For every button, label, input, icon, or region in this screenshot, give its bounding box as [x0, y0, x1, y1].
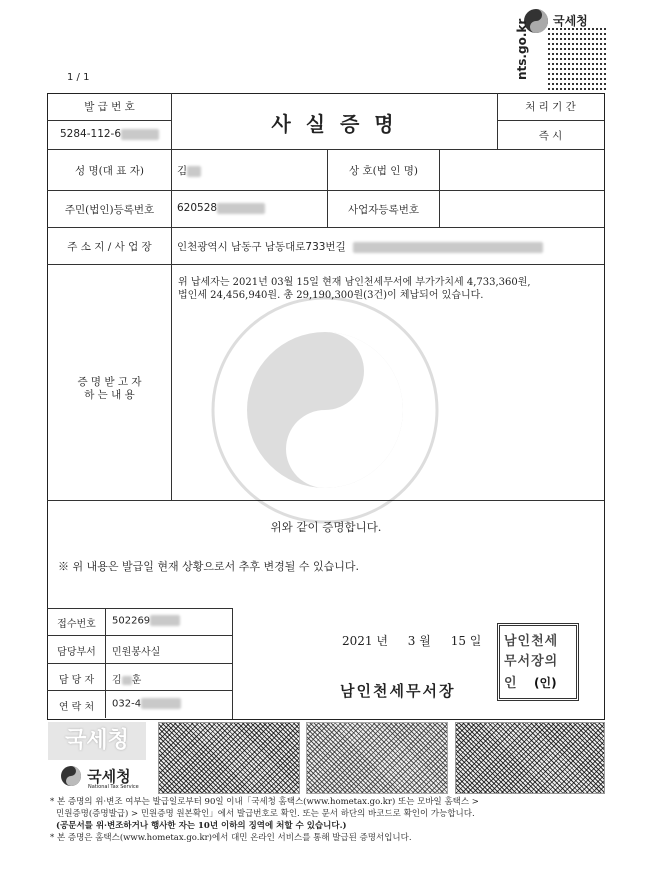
name-value: 김: [177, 163, 201, 178]
date-month: 3: [407, 634, 416, 648]
receipt-label: 접수번호: [57, 619, 96, 630]
seal-line-1: 남인천세: [504, 634, 559, 649]
officer-label: 담 당 자: [58, 675, 95, 686]
date-day: 15: [450, 634, 466, 648]
address-label: 주 소 지 / 사 업 장: [67, 241, 152, 253]
security-barcode-1: [158, 722, 300, 794]
footer-note-3: (공문서를 위·변조하거나 행사한 자는 10년 이하의 징역에 처할 수 있습니다.): [56, 821, 347, 831]
officer-value: 김 훈: [112, 675, 142, 686]
address-value: 인천광역시 남동구 남동대로733번길: [177, 239, 543, 254]
top-logo-text: 국세청: [553, 14, 588, 28]
nts-url: nts.go.kr: [515, 18, 529, 80]
issue-no-value: 5284-112-6: [60, 128, 159, 140]
cert-label-line1: 증 명 받 고 자: [77, 376, 142, 388]
qr-code: [548, 28, 608, 90]
official-seal: [497, 623, 579, 701]
document-title: 사 실 증 명: [271, 112, 398, 136]
footer-logo: [60, 765, 139, 790]
footer-note-2: 민원증명(증명발급) > 민원증명 원본확인」에서 발급번호로 확인. 또는 문서 하단의 바코드로 확인이 가능합니다.: [56, 809, 475, 819]
seal-line-2: 무서장의: [504, 654, 559, 669]
security-barcode-2: [306, 722, 448, 794]
rrn-value: 620528: [177, 202, 265, 214]
processing-period-value: 즉 시: [538, 130, 563, 142]
cert-content-line1: 위 납세자는 2021년 03월 15일 현재 남인천세무서에 부가가치세 4,733,360원,: [178, 277, 531, 288]
receipt-value: 502269: [112, 615, 180, 627]
issue-date: 2021 년 3 월 15 일: [342, 634, 482, 648]
cert-label-line2: 하 는 내 용: [84, 389, 135, 401]
footer-logo-sub: National Tax Service: [88, 784, 139, 790]
seal-mark: (인): [534, 676, 557, 690]
taegeuk-small-icon: [60, 765, 82, 787]
footer-note-4: * 본 증명은 홈택스(www.hometax.go.kr)에서 대민 온라인 서비스를 통해 발급된 증명서입니다.: [50, 833, 412, 843]
footer-watermark-label: 국세청: [65, 728, 129, 753]
bizno-label: 사업자등록번호: [347, 204, 419, 216]
nts-watermark: [205, 290, 445, 530]
issue-no-label: 발 급 번 호: [84, 101, 135, 113]
security-barcode-3: [455, 722, 605, 794]
phone-value: 032-4: [112, 698, 181, 710]
office-name: 남인천세무서장: [340, 682, 456, 700]
name-label: 성 명(대 표 자): [75, 165, 144, 177]
dept-value: 민원봉사실: [112, 647, 161, 658]
confirm-text: 위와 같이 증명합니다.: [270, 520, 382, 534]
footer-logo-text: 국세청: [87, 767, 131, 786]
seal-line-3: 인: [504, 676, 517, 691]
processing-period-label: 처 리 기 간: [525, 101, 576, 113]
cert-content-line2: 법인세 24,456,940원. 총 29,190,300원(3건)이 체납되어 있습니다.: [178, 290, 484, 301]
footer-note-1: * 본 증명의 위·변조 여부는 발급일로부터 90일 이내「국세청 홈택스(www.hometax.go.kr) 또는 모바일 홈택스 >: [50, 797, 479, 807]
company-label: 상 호(법 인 명): [349, 165, 418, 177]
watermark-emblem-icon: [205, 290, 445, 530]
page-counter: 1 / 1: [67, 72, 90, 83]
phone-label: 연 락 처: [58, 702, 95, 713]
note-text: ※ 위 내용은 발급일 현재 상황으로서 추후 변경될 수 있습니다.: [58, 560, 359, 573]
rrn-label: 주민(법인)등록번호: [64, 204, 155, 216]
date-year: 2021: [342, 634, 373, 648]
footer-watermark-block: [48, 722, 146, 760]
dept-label: 담당부서: [57, 647, 96, 658]
